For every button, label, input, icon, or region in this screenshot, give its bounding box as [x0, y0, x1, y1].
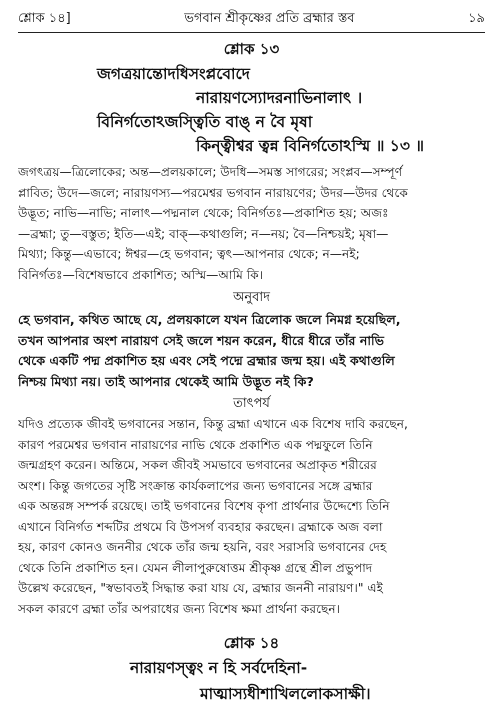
page-number: ১৯ [468, 10, 485, 26]
purport-line: যদিও প্রত্যেক জীবই ভগবানের সন্তান, কিন্তু ব্রহ্মা এখানে এক বিশেষ দাবি করছেন, [18, 417, 408, 431]
synonyms-line: মিথ্যা; কিন্তু—এভাবে; ঈশ্বর—হে ভগবান; ত্বৎ—আপনার থেকে; ন—নই; [18, 247, 360, 261]
purport-line: এক অন্তরঙ্গ সম্পর্ক রয়েছে। তাই ভগবানের বিশেষ কৃপা প্রার্থনার উদ্দেশ্যে তিনি [18, 499, 390, 513]
translation-line: তখন আপনার অংশ নারায়ণ সেই জলে শয়ন করেন, ধীরে ধীরে তাঁর নাভি [18, 332, 385, 348]
verse-13-line-1: জগত্রয়ান্তোদধিসংপ্লবোদে [97, 65, 250, 83]
word-synonyms [18, 162, 485, 285]
verse-14-line-1: নারায়ণস্ত্বং ন হি সর্বদেহিনা- [130, 659, 308, 677]
verse-14-heading: শ্লোক ১৪ [223, 634, 280, 652]
translation-text [18, 310, 485, 392]
synonyms-line: জগৎত্রয়—ত্রিলোকের; অন্ত—প্রলয়কালে; উদধি—সমস্ত সাগরের; সংপ্লব—সম্পূর্ণ [18, 165, 403, 179]
header-verse-ref: শ্লোক ১৪] [18, 10, 71, 26]
purport-text [18, 414, 485, 619]
purport-line: কারণ পরমেশ্বর ভগবান নারায়ণের নাভি থেকে প্রকাশিত এক পদ্মফুলে তিনি [18, 437, 373, 452]
synonyms-line: উদ্ভূত; নাভি—নাভি; নালাৎ—পদ্মনাল থেকে; বিনির্গতঃ—প্রকাশিত হয়; অজঃ [18, 206, 389, 220]
translation-line: হে ভগবান, কথিত আছে যে, প্রলয়কালে যখন ত্রিলোক জলে নিমগ্ন হয়েছিল, [18, 312, 401, 327]
purport-line: জন্মগ্রহণ করেন। অন্তিমে, সকল জীবই সমভাবে ভগবানের অপ্রাকৃত শরীরের [18, 458, 377, 472]
header-rule [18, 32, 485, 33]
verse-13-line-3: বিনির্গতোঽজস্ত্বিতি বাঙ্ ন বৈ মৃষা [97, 113, 313, 131]
translation-heading: অনুবাদ [233, 290, 270, 305]
verse-14-line-2: মাত্মাস্যধীশাখিললোকসাক্ষী। [200, 685, 371, 703]
purport-line: অংশ। কিন্তু জগতের সৃষ্টি সংক্রান্ত কার্যকলাপের জন্য ভগবানের সঙ্গে ব্রহ্মার [18, 478, 373, 493]
translation-line: থেকে একটি পদ্ম প্রকাশিত হয় এবং সেই পদ্মে ব্রহ্মার জন্ম হয়। এই কথাগুলি [18, 353, 395, 368]
purport-line: থেকে তিনি প্রকাশিত হন। যেমন লীলাপুরুষোত্তম শ্রীকৃষ্ণ গ্রন্থে শ্রীল প্রভুপাদ [18, 560, 373, 575]
purport-line: উল্লেখ করেছেন, "স্বভাবতই সিদ্ধান্ত করা যায় যে, ব্রহ্মার জননী নারায়ণ।" এই [18, 581, 383, 595]
synonyms-line: বিনির্গতঃ—বিশেষভাবে প্রকাশিত; অস্মি—আমি কি। [18, 267, 264, 282]
synonyms-line: —ব্রহ্মা; তু—বস্তুত; ইতি—এই; বাক্—কথাগুলি; ন—নয়; বৈ—নিশ্চয়ই; মৃষা— [18, 226, 389, 241]
verse-13-heading: শ্লোক ১৩ [223, 40, 280, 58]
running-header [18, 8, 485, 30]
purport-line: এখানে বিনির্গত শব্দটির প্রথমে বি উপসর্গ ব্যবহার করছেন। ব্রহ্মাকে অজ বলা [18, 519, 383, 534]
synonyms-line: প্লাবিত; উদে—জলে; নারায়ণস্য—পরমেশ্বর ভগবান নারায়ণের; উদর—উদর থেকে [18, 185, 408, 200]
purport-line: সকল কারণে ব্রহ্মা তাঁর অপরাধের জন্য বিশেষ ক্ষমা প্রার্থনা করছেন। [18, 601, 341, 616]
header-chapter-title: ভগবান শ্রীকৃষ্ণের প্রতি ব্রহ্মার স্তব [184, 10, 355, 26]
verse-13-line-4: কিন্ত্বীশ্বর ত্বন্ন বিনির্গতোঽস্মি ॥ ১৩ ॥ [196, 137, 425, 155]
purport-heading: তাৎপর্য [233, 396, 270, 411]
translation-line: নিশ্চয় মিথ্যা নয়। তাই আপনার থেকেই আমি উদ্ভূত নই কি? [18, 373, 314, 389]
purport-line: হয়, কারণ কোনও জননীর থেকে তাঁর জন্ম হয়নি, বরং সরাসরি ভগবানের দেহ [18, 540, 387, 554]
verse-13-line-2: নারায়ণস্যোদরনাভিনালাৎ । [196, 89, 363, 107]
